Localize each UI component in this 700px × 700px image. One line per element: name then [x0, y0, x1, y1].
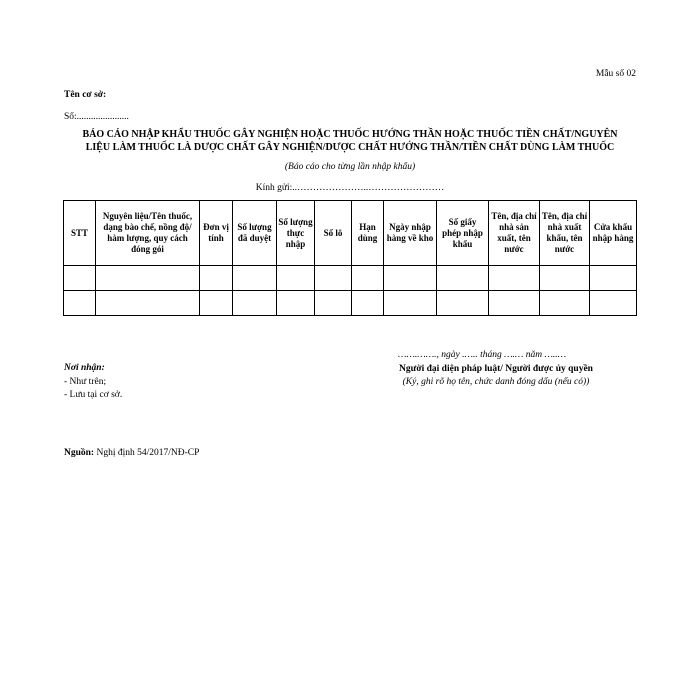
source-text: Nghị định 54/2017/NĐ-CP — [94, 448, 200, 458]
table-cell — [384, 266, 437, 291]
import-report-table — [63, 200, 637, 316]
table-cell — [96, 266, 200, 291]
table-cell — [64, 291, 96, 316]
form-code: Mẫu số 02 — [595, 69, 636, 79]
column-header: Tên, địa chỉ nhà xuất khẩu, tên nước — [540, 201, 590, 266]
column-header: Hạn dùng — [352, 201, 384, 266]
column-header: Đơn vị tính — [200, 201, 233, 266]
table-cell — [437, 266, 489, 291]
table-cell — [277, 266, 315, 291]
table-cell — [277, 291, 315, 316]
document-subtitle: (Báo cáo cho từng lần nhập khẩu) — [284, 162, 416, 172]
column-header: Tên, địa chỉ nhà sản xuất, tên nước — [489, 201, 540, 266]
table-cell — [489, 291, 540, 316]
table-cell — [437, 291, 489, 316]
recipients-title: Nơi nhận: — [64, 363, 105, 373]
column-header: Số lượng thực nhập — [277, 201, 315, 266]
table-cell — [96, 291, 200, 316]
source-label: Nguồn: — [64, 448, 95, 458]
table-cell — [590, 291, 637, 316]
column-header: STT — [64, 201, 96, 266]
table-cell — [384, 291, 437, 316]
table-cell — [315, 266, 352, 291]
table-cell — [64, 266, 96, 291]
date-line: …….……., ngày .….. tháng ….… năm …..… — [398, 350, 567, 360]
column-header: Nguyên liệu/Tên thuốc, dạng bào chế, nồng độ/ hàm lượng, quy cách đóng gói — [96, 201, 200, 266]
document-title-line-2: LIỆU LÀM THUỐC LÀ DƯỢC CHẤT GÂY NGHIỆN/DƯỢC CHẤT HƯỚNG THẦN/TIỀN CHẤT DÙNG LÀM THUỐC — [85, 142, 615, 153]
facility-name-label: Tên cơ sở: — [64, 90, 107, 100]
signer-title: Người đại diện pháp luật/ Người được ủy quyền — [399, 364, 593, 374]
table-cell — [200, 266, 233, 291]
source-note — [64, 448, 199, 458]
table-cell — [200, 291, 233, 316]
column-header: Cửa khẩu nhập hàng — [590, 201, 637, 266]
column-header: Số lô — [315, 201, 352, 266]
recipient-item: - Như trên; — [64, 377, 107, 387]
table-header-row — [64, 201, 637, 266]
recipients-list — [64, 376, 122, 402]
document-title-line-1: BÁO CÁO NHẬP KHẨU THUỐC GÂY NGHIỆN HOẶC THUỐC HƯỚNG THẦN HOẶC THUỐC TIỀN CHẤT/NGUYÊN — [82, 129, 618, 140]
addressed-to: Kính gửi:..…………………..…………………… — [255, 183, 445, 193]
column-header: Ngày nhập hàng về kho — [384, 201, 437, 266]
table-cell — [540, 266, 590, 291]
table-row — [64, 291, 637, 316]
column-header: Số lượng đã duyệt — [233, 201, 277, 266]
table-cell — [233, 291, 277, 316]
table-cell — [590, 266, 637, 291]
table-cell — [315, 291, 352, 316]
column-header: Số giấy phép nhập khẩu — [437, 201, 489, 266]
table-row — [64, 266, 637, 291]
document-number-label: Số:...................... — [64, 112, 129, 122]
table-cell — [233, 266, 277, 291]
document-title — [64, 128, 636, 154]
table-cell — [540, 291, 590, 316]
recipient-item: - Lưu tại cơ sở. — [64, 390, 123, 400]
table-cell — [352, 266, 384, 291]
table-cell — [489, 266, 540, 291]
table-cell — [352, 291, 384, 316]
signer-note: (Ký, ghi rõ họ tên, chức danh đóng dấu (nếu có)) — [402, 377, 590, 387]
